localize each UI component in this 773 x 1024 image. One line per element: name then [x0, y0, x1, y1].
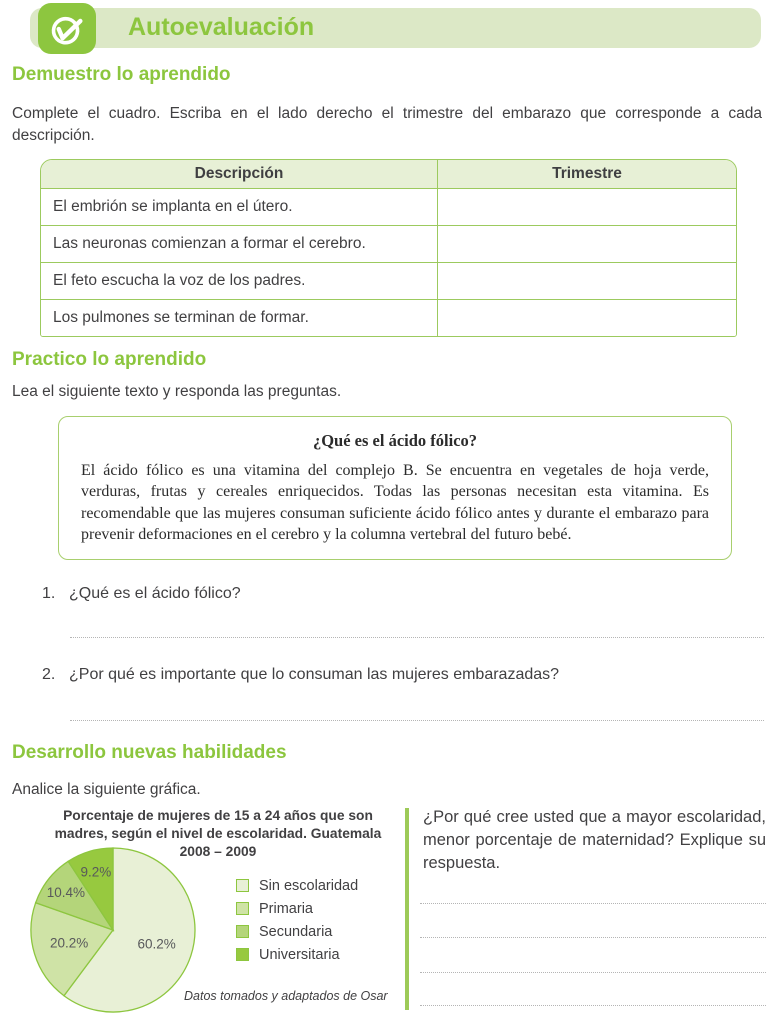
question-1	[42, 585, 241, 603]
answer-line	[420, 936, 766, 938]
trimester-table	[40, 159, 737, 337]
table-row	[41, 189, 736, 226]
question-text: ¿Qué es el ácido fólico?	[69, 585, 241, 602]
pie-slice-label: 9.2%	[80, 864, 112, 880]
legend-item	[236, 943, 358, 966]
cell-descripcion: Los pulmones se terminan de formar.	[53, 309, 309, 326]
legend-item	[236, 874, 358, 897]
answer-line	[70, 636, 764, 638]
legend-label: Sin escolaridad	[259, 877, 359, 894]
legend-swatch	[236, 948, 249, 961]
legend-swatch	[236, 879, 249, 892]
legend-item	[236, 920, 358, 943]
chart-legend	[236, 874, 358, 966]
table-row	[41, 263, 736, 300]
legend-item	[236, 897, 358, 920]
analysis-question: ¿Por qué cree usted que a mayor escolaridad, menor porcentaje de maternidad? Explique su respuesta.	[423, 808, 766, 873]
check-icon	[47, 9, 87, 49]
cell-trimestre-blank	[437, 226, 736, 262]
pie-slice-label: 10.4%	[46, 885, 86, 900]
question-number: 2.	[42, 666, 56, 683]
legend-label: Secundaria	[259, 923, 333, 940]
cell-trimestre-blank	[437, 189, 736, 225]
reading-box	[58, 416, 732, 560]
legend-label: Universitaria	[259, 946, 340, 963]
cell-descripcion: El feto escucha la voz de los padres.	[53, 272, 306, 289]
cell-trimestre-blank	[437, 263, 736, 299]
reading-box-title: ¿Qué es el ácido fólico?	[312, 431, 478, 450]
section-heading-demuestro: Demuestro lo aprendido	[12, 64, 231, 85]
pie-chart	[28, 845, 198, 1015]
instructions-desarrollo: Analice la siguiente gráfica.	[12, 781, 201, 798]
table-header-row	[41, 160, 736, 189]
cell-descripcion: El embrión se implanta en el útero.	[53, 198, 293, 215]
section-heading-practico: Practico lo aprendido	[12, 349, 207, 370]
cell-descripcion: Las neuronas comienzan a formar el cerebro.	[53, 235, 366, 252]
answer-line	[420, 1004, 766, 1006]
header-badge	[38, 3, 96, 54]
column-header-trimestre: Trimestre	[437, 160, 736, 188]
reading-box-body: El ácido fólico es una vitamina del complejo B. Se encuentra en vegetales de hoja verde, verduras, frutas y cereales enriquecidos. Todas las personas necesitan esta vitamina. Es recomendable que las mujeres consuman suficiente ácido fólico antes y durante el embarazo para prevenir deformaciones en el cerebro y la columna vertebral del futuro bebé.	[81, 462, 709, 543]
chart-title: Porcentaje de mujeres de 15 a 24 años que son madres, según el nivel de escolaridad. Guatemala 2008 – 2009	[54, 808, 382, 859]
cell-trimestre-blank	[437, 300, 736, 336]
instructions-demuestro: Complete el cuadro. Escriba en el lado derecho el trimestre del embarazo que corresponde a cada descripción.	[12, 105, 762, 145]
answer-line	[70, 719, 764, 721]
answer-line	[420, 902, 766, 904]
table-row	[41, 226, 736, 263]
legend-swatch	[236, 902, 249, 915]
legend-label: Primaria	[259, 900, 313, 917]
instructions-practico: Lea el siguiente texto y responda las preguntas.	[12, 383, 342, 400]
question-text: ¿Por qué es importante que lo consuman las mujeres embarazadas?	[69, 666, 560, 683]
chart-source-note: Datos tomados y adaptados de Osar	[184, 989, 388, 1003]
column-header-descripcion: Descripción	[194, 165, 284, 182]
pie-slice-label: 60.2%	[137, 936, 176, 952]
pie-slice-label: 20.2%	[49, 935, 89, 951]
answer-line	[420, 971, 766, 973]
section-heading-desarrollo: Desarrollo nuevas habilidades	[12, 742, 287, 763]
legend-swatch	[236, 925, 249, 938]
question-2	[42, 666, 559, 684]
table-row	[41, 300, 736, 336]
question-number: 1.	[42, 585, 56, 602]
page-title: Autoevaluación	[128, 13, 315, 41]
section-divider	[405, 808, 409, 1010]
